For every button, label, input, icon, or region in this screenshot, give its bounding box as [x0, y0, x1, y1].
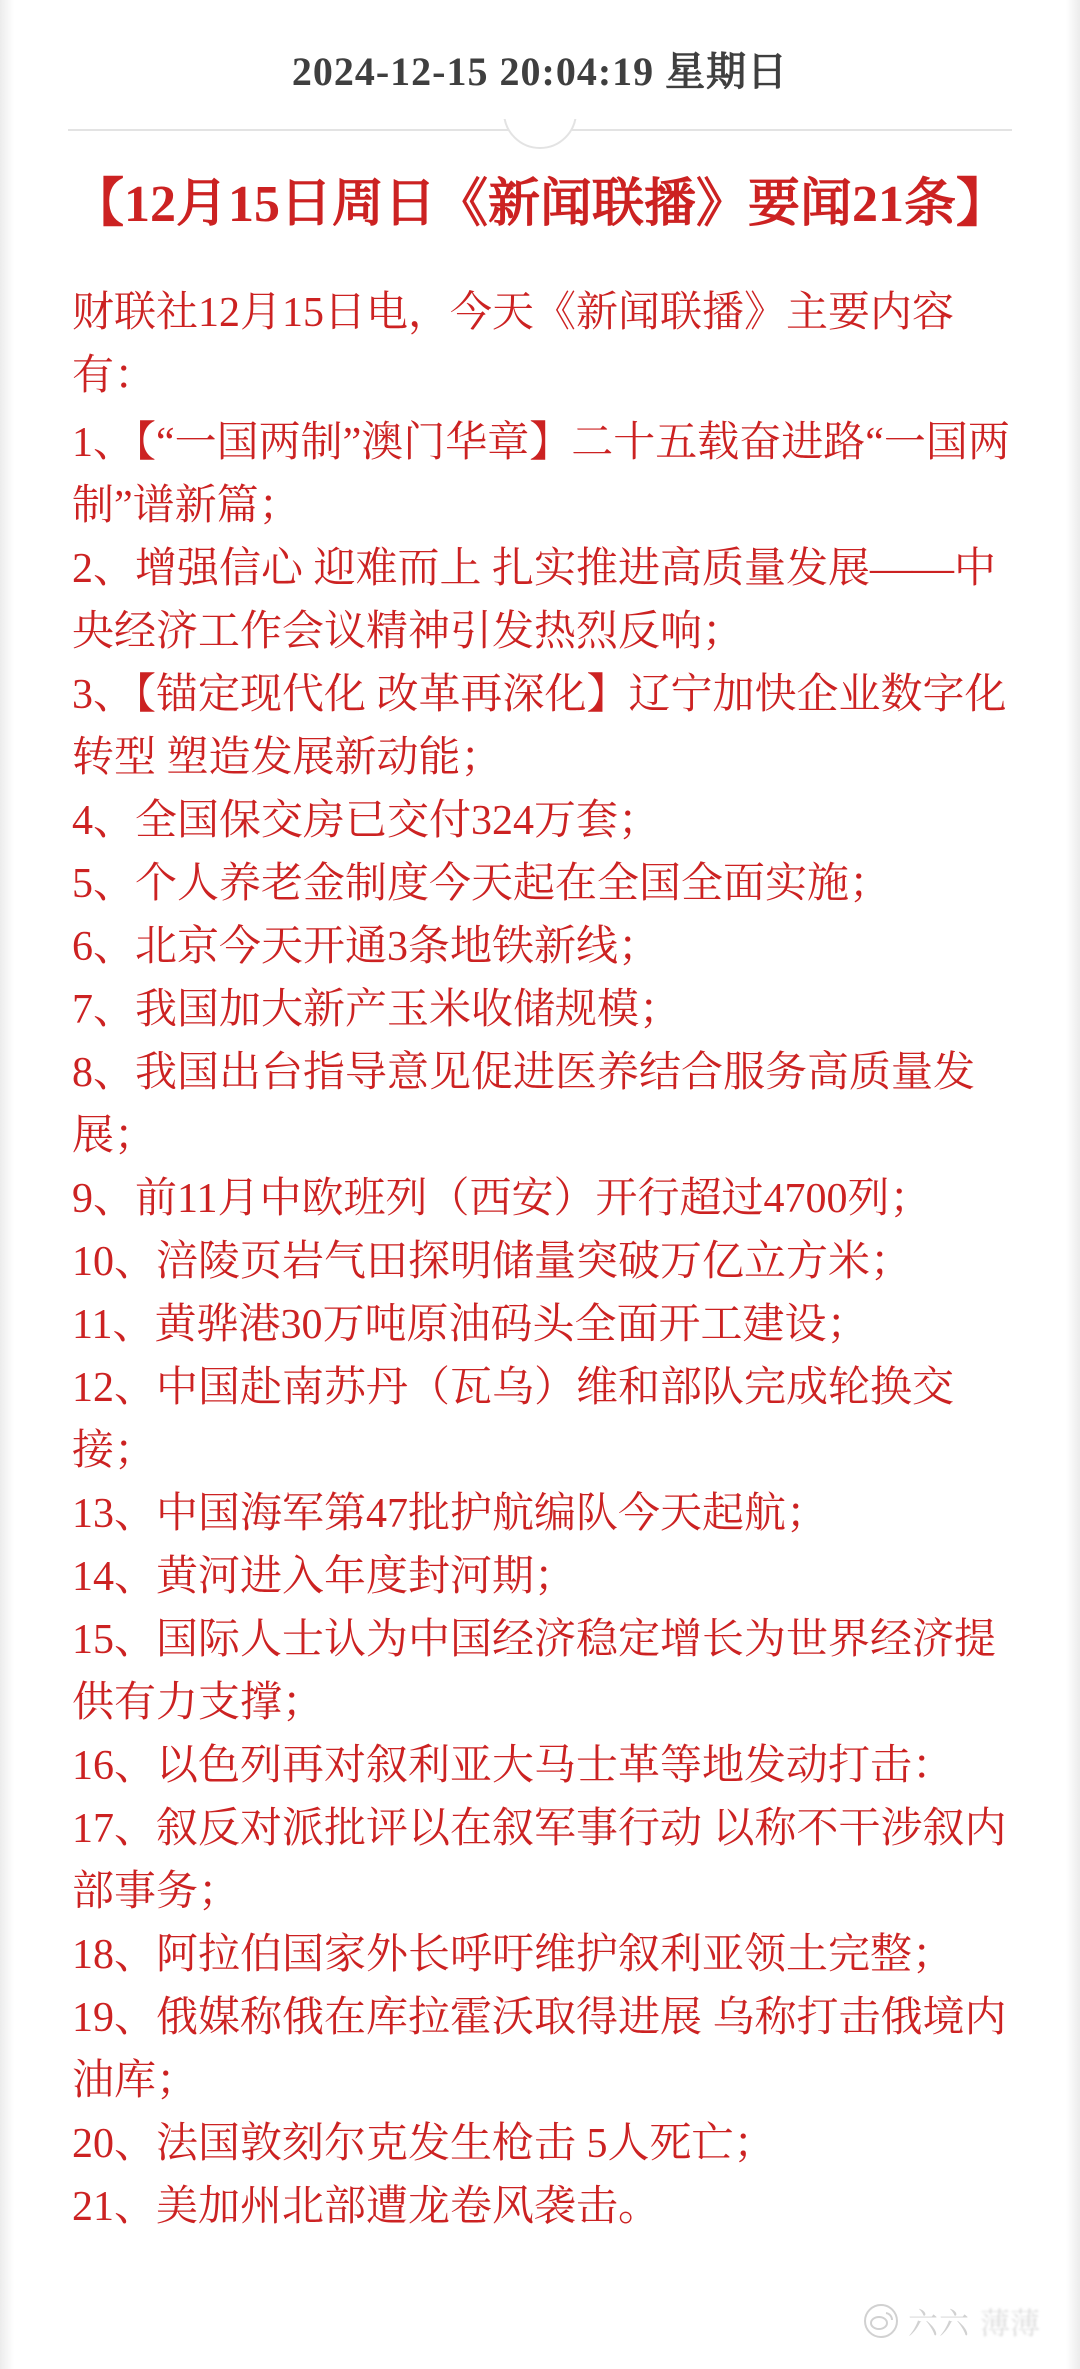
- list-item: 20、法国敦刻尔克发生枪击 5人死亡；: [72, 2120, 776, 2167]
- watermark: [864, 2299, 1040, 2343]
- list-item: 6、北京今天开通3条地铁新线；: [72, 923, 661, 970]
- list-item: 19、俄媒称俄在库拉霍沃取得进展 乌称打击俄境内油库；: [72, 1994, 1007, 2104]
- article-lede: 财联社12月15日电，今天《新闻联播》主要内容有：: [72, 289, 955, 399]
- list-item: 16、以色列再对叙利亚大马士革等地发动打击：: [72, 1742, 955, 1789]
- page-title: 【12月15日周日《新闻联播》要闻21条】: [72, 176, 1009, 233]
- list-item: 10、涪陵页岩气田探明储量突破万亿立方米；: [72, 1238, 913, 1285]
- news-item-list: [72, 412, 1018, 2239]
- divider-notch-icon: [503, 119, 577, 155]
- list-item: 13、中国海军第47批护航编队今天起航；: [72, 1490, 829, 1537]
- decorative-divider: [0, 119, 1080, 165]
- list-item: 18、阿拉伯国家外长呼吁维护叙利亚领土完整；: [72, 1931, 955, 1978]
- list-item: 8、我国出台指导意见促进医养结合服务高质量发展；: [72, 1049, 976, 1159]
- list-item: 11、黄骅港30万吨原油码头全面开工建设；: [72, 1301, 869, 1348]
- list-item: 17、叙反对派批评以在叙军事行动 以称不干涉叙内部事务；: [72, 1805, 1007, 1915]
- list-item: 4、全国保交房已交付324万套；: [72, 797, 661, 844]
- watermark-name: 六六: [908, 2308, 970, 2341]
- list-item: 5、个人养老金制度今天起在全国全面实施；: [72, 860, 892, 907]
- article-body: [0, 171, 1080, 2239]
- list-item: 12、中国赴南苏丹（瓦乌）维和部队完成轮换交接；: [72, 1364, 955, 1474]
- list-item: 7、我国加大新产玉米收储规模；: [72, 986, 682, 1033]
- list-item: 9、前11月中欧班列（西安）开行超过4700列；: [72, 1175, 932, 1222]
- list-item: 21、美加州北部遭龙卷风袭击。: [72, 2183, 661, 2230]
- list-item: 15、国际人士认为中国经济稳定增长为世界经济提供有力支撑；: [72, 1616, 997, 1726]
- list-item: 3、【锚定现代化 改革再深化】辽宁加快企业数字化转型 塑造发展新动能；: [72, 671, 1007, 781]
- list-item: 2、增强信心 迎难而上 扎实推进高质量发展——中央经济工作会议精神引发热烈反响；: [72, 545, 997, 655]
- list-item: 1、【“一国两制”澳门华章】二十五载奋进路“一国两制”谱新篇；: [72, 419, 1010, 529]
- post-timestamp: 2024-12-15 20:04:19 星期日: [291, 49, 789, 94]
- watermark-name-blurred: 薄薄: [980, 2308, 1040, 2341]
- weibo-logo-icon: [864, 2304, 898, 2338]
- list-item: 14、黄河进入年度封河期；: [72, 1553, 577, 1600]
